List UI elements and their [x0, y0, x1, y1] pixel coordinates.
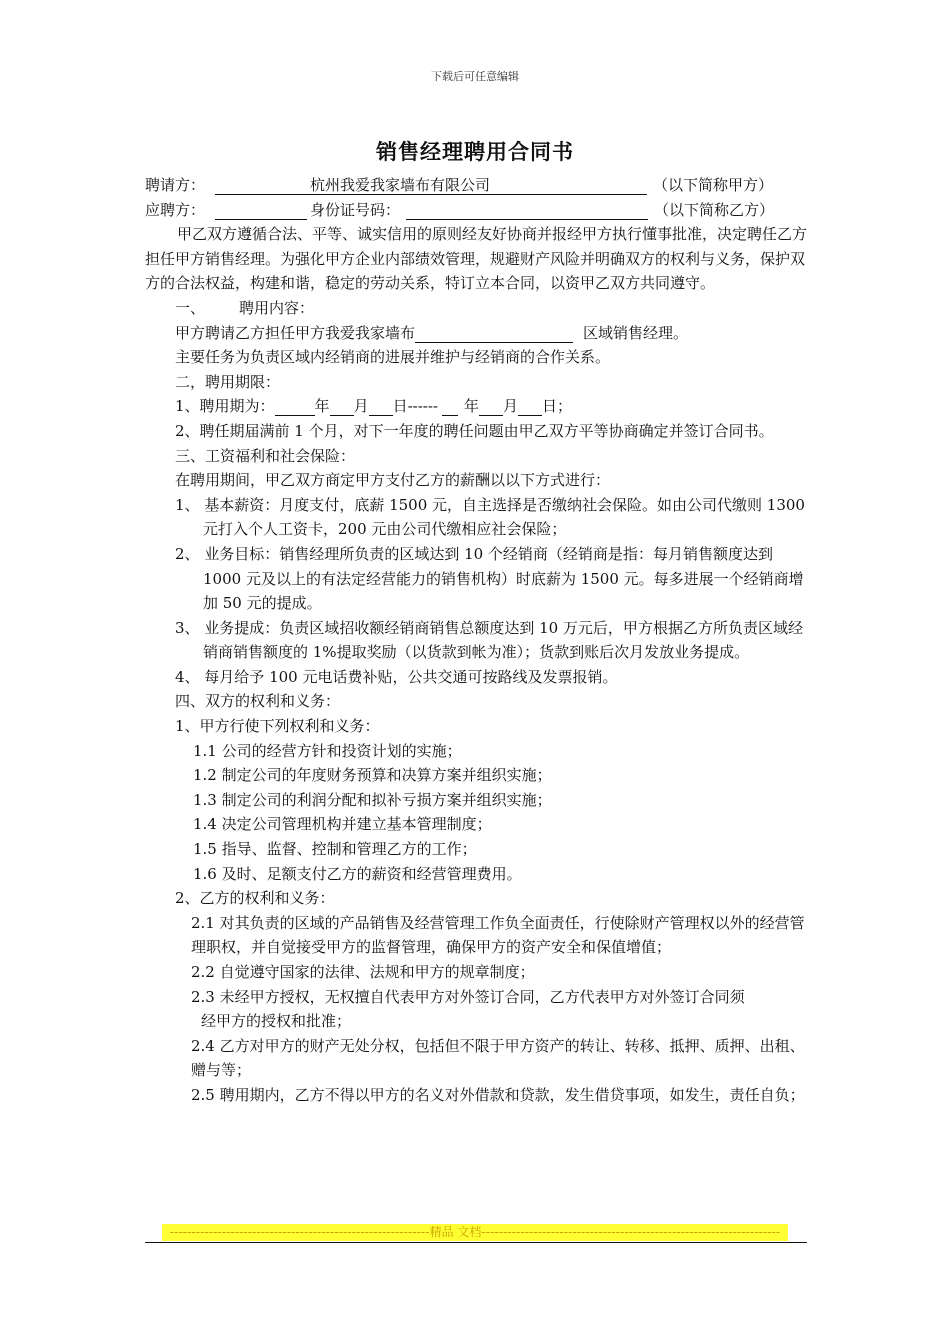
party-b-suffix: （以下简称乙方）	[654, 200, 775, 219]
sec4-b-item: 2.1 对其负责的区域的产品销售及经营管理工作负全面责任，行使除财产管理权以外的经营管理职权，并自觉接受甲方的监督管理，确保甲方的资产安全和保值增值；	[191, 913, 805, 957]
sec1-heading: 一、 聘用内容：	[175, 298, 315, 317]
sec4-a-item: 1.3 制定公司的利润分配和拟补亏损方案并组织实施；	[193, 790, 552, 809]
party-b-id-label: 身份证号码：	[310, 200, 401, 219]
footer-banner	[162, 1224, 788, 1241]
sec4-a-item: 1.5 指导、监督、控制和管理乙方的工作；	[193, 840, 477, 859]
party-a-line	[145, 173, 810, 198]
sec2-item2: 2、聘任期届满前 1 个月，对下一年度的聘任问题由甲乙双方平等协商确定并签订合同书。	[175, 421, 774, 440]
sec4-a-item: 1.4 决定公司管理机构并建立基本管理制度；	[193, 815, 492, 834]
sec2-heading: 二，聘用期限：	[175, 372, 281, 391]
sec1-line2: 主要任务为负责区域内经销商的进展并维护与经销商的合作关系。	[175, 348, 611, 367]
sec4-a-item: 1.1 公司的经营方针和投资计划的实施；	[193, 741, 462, 760]
footer-right-dashes: ---------------------------------------------------------------------	[481, 1225, 781, 1239]
party-a-suffix: （以下简称甲方）	[653, 176, 774, 194]
sec4-a-heading: 1、甲方行使下列权利和义务：	[175, 717, 380, 736]
sec4-b-item: 2.5 聘用期内，乙方不得以甲方的名义对外借款和贷款，发生借贷事项，如发生，责任自负；	[191, 1085, 805, 1104]
sec3-item-2: 2、 业务目标：销售经理所负责的区域达到 10 个经销商（经销商是指：每月销售额度达到 1000 元及以上的有法定经营能力的销售机构）时底薪为 1500 元。每多进展一个经销商增加 50 元的提成。	[175, 544, 804, 613]
party-b-id-blank	[406, 201, 648, 220]
sec4-b-item: 2.4 乙方对甲方的财产无处分权，包括但不限于甲方资产的转让、转移、抵押、质押、出租、赠与等；	[191, 1036, 805, 1080]
sec1-line1: 甲方聘请乙方担任甲方我爱我家墙布 区域销售经理。	[175, 323, 689, 342]
document-body	[145, 173, 810, 1108]
sec4-b-item: 2.2 自觉遵守国家的法律、法规和甲方的规章制度；	[191, 963, 535, 981]
sec3-item-3: 3、 业务提成：负责区域招收额经销商销售总额度达到 10 万元后，甲方根据乙方所负责区域经销商销售额度的 1%提取奖励（以货款到帐为准）；货款到账后次月发放业务提成。	[175, 618, 803, 662]
sec3-heading: 三、工资福利和社会保险：	[175, 446, 356, 465]
sec4-b-item-cont: 经甲方的授权和批准；	[201, 1012, 352, 1031]
sec4-heading: 四、双方的权利和义务：	[175, 692, 341, 711]
document-title: 销售经理聘用合同书	[376, 139, 574, 164]
party-a-company: 杭州我爱我家墙布有限公司	[215, 176, 647, 195]
party-b-line	[145, 198, 810, 223]
party-b-name-blank	[215, 201, 307, 220]
intro-paragraph: 甲乙双方遵循合法、平等、诚实信用的原则经友好协商并报经甲方执行懂事批准，决定聘任乙方担任甲方销售经理。为强化甲方企业内部绩效管理，规避财产风险并明确双方的权利与义务，保护双方的合法权益，构建和谐，稳定的劳动关系，特订立本合同，以资甲乙双方共同遵守。	[145, 225, 808, 293]
footer-left-dashes: ------------------------------------------------------------	[169, 1225, 430, 1239]
sec4-a-item: 1.6 及时、足额支付乙方的薪资和经营管理费用。	[193, 864, 522, 883]
footer-text: 精品 文档	[429, 1225, 482, 1239]
sec4-b-item: 2.3 未经甲方授权，无权擅自代表甲方对外签订合同，乙方代表甲方对外签订合同须	[191, 987, 745, 1006]
sec3-item-1: 1、 基本薪资：月度支付，底薪 1500 元，自主选择是否缴纳社会保险。如由公司代缴则 1300 元打入个人工资卡，200 元由公司代缴相应社会保险；	[175, 495, 805, 539]
party-a-label: 聘请方：	[145, 176, 206, 194]
party-b-label: 应聘方：	[145, 200, 206, 219]
header-note: 下载后可任意编辑	[431, 70, 519, 83]
region-blank	[415, 324, 573, 343]
footer-divider	[145, 1242, 807, 1243]
sec4-b-heading: 2、乙方的权利和义务：	[175, 889, 335, 908]
sec2-item1: 1、聘用期为： 年 月 日------ 年 月 日；	[175, 397, 573, 416]
sec4-a-item: 1.2 制定公司的年度财务预算和决算方案并组织实施；	[193, 766, 552, 785]
sec3-item-4: 4、 每月给予 100 元电话费补贴，公共交通可按路线及发票报销。	[175, 667, 618, 686]
sec3-lead: 在聘用期间，甲乙双方商定甲方支付乙方的薪酬以以下方式进行：	[175, 471, 611, 490]
